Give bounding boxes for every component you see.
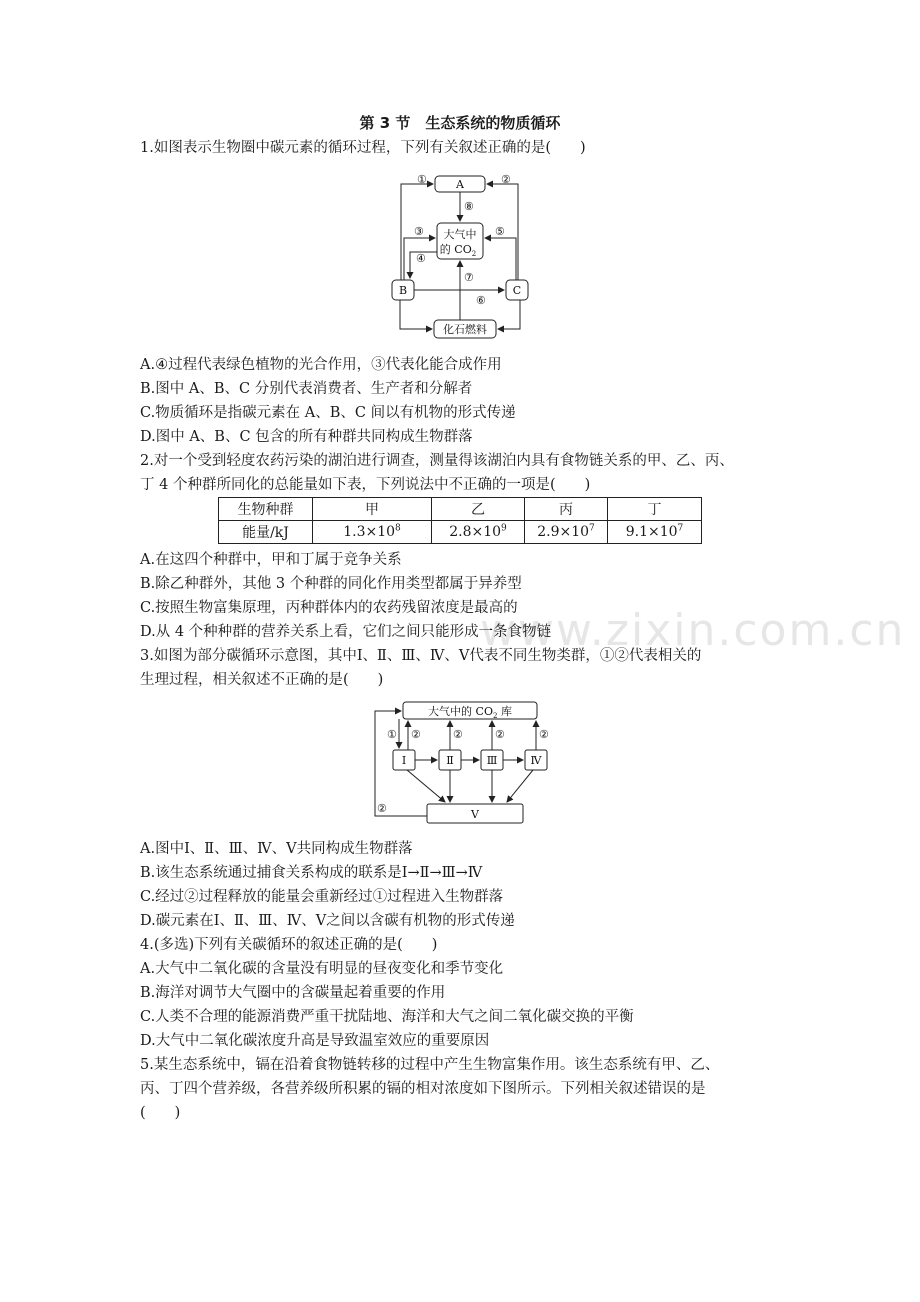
q4-stem: 4.(多选)下列有关碳循环的叙述正确的是( ) [140, 937, 438, 953]
q1-option-a: A.④过程代表绿色植物的光合作用，③代表化能合成作用 [140, 357, 502, 373]
q2-option-d: D.从 4 个种种群的营养关系上看，它们之间只能形成一条食物链 [140, 624, 552, 640]
q2-option-b: B.除乙种群外，其他 3 个种群的同化作用类型都属于异养型 [140, 576, 522, 592]
process-label-2: ② [539, 728, 549, 741]
group-4-label: Ⅳ [530, 754, 542, 767]
process-label-2: ② [501, 173, 511, 186]
q5-stem-line-3: ( ) [140, 1105, 181, 1121]
process-label-4: ④ [416, 252, 426, 265]
node-co2-label-1: 大气中 [443, 228, 477, 241]
q1-stem: 1.如图表示生物圈中碳元素的循环过程，下列有关叙述正确的是( ) [140, 140, 586, 156]
watermark: www.zixin.com.cn [480, 605, 906, 656]
q3-option-b: B.该生态系统通过捕食关系构成的联系是Ⅰ→Ⅱ→Ⅲ→Ⅳ [140, 865, 483, 881]
process-label-1: ① [387, 728, 397, 741]
process-label-2: ② [411, 728, 421, 741]
energy-cell: $2.8\times 10^9$ [432, 521, 525, 544]
q4-option-a: A.大气中二氧化碳的含量没有明显的昼夜变化和季节变化 [140, 961, 504, 977]
table-row [219, 521, 702, 544]
species-cell: 丁 [608, 498, 702, 521]
q4-option-c: C.人类不合理的能源消费严重干扰陆地、海洋和大气之间二氧化碳交换的平衡 [140, 1009, 634, 1025]
process-label-1: ① [417, 173, 427, 186]
q2-option-c: C.按照生物富集原理，丙种群体内的农药残留浓度是最高的 [140, 600, 518, 616]
section-title: 第 3 节 生态系统的物质循环 [359, 114, 561, 132]
group-5-label: Ⅴ [471, 808, 479, 821]
group-1-label: Ⅰ [401, 754, 407, 767]
node-a-label: A [456, 178, 464, 191]
node-b-label: B [398, 284, 408, 297]
q4-option-b: B.海洋对调节大气圈中的含碳量起着重要的作用 [140, 985, 446, 1001]
q3-option-a: A.图中Ⅰ、Ⅱ、Ⅲ、Ⅳ、Ⅴ共同构成生物群落 [140, 841, 413, 857]
row-header-energy: 能量/kJ [219, 521, 313, 544]
co2-pool-label: 大气中的 $CO_2$ 库 [428, 705, 512, 720]
process-label-2: ② [453, 728, 463, 741]
q3-option-d: D.碳元素在Ⅰ、Ⅱ、Ⅲ、Ⅳ、Ⅴ之间以含碳有机物的形式传递 [140, 913, 515, 929]
process-label-3: ③ [414, 225, 424, 238]
species-cell: 乙 [432, 498, 525, 521]
process-label-7: ⑦ [464, 271, 474, 284]
process-label-2: ② [495, 728, 505, 741]
node-c-label: C [512, 284, 522, 297]
q2-stem-line-2: 丁 4 个种群所同化的总能量如下表，下列说法中不正确的一项是( ) [140, 477, 591, 493]
q1-option-c: C.物质循环是指碳元素在 A、B、C 间以有机物的形式传递 [140, 405, 516, 421]
process-label-8: ⑧ [464, 200, 474, 213]
node-co2-label-2: 的 $CO_2$ [439, 243, 477, 258]
species-cell: 丙 [525, 498, 608, 521]
group-2-label: Ⅱ [446, 754, 454, 767]
species-cell: 甲 [313, 498, 432, 521]
q1-option-b: B.图中 A、B、C 分别代表消费者、生产者和分解者 [140, 381, 473, 397]
node-fuel-label: 化石燃料 [443, 323, 487, 336]
q3-carbon-cycle-diagram [365, 698, 555, 828]
q2-option-a: A.在这四个种群中，甲和丁属于竞争关系 [140, 552, 402, 568]
q4-option-d: D.大气中二氧化碳浓度升高是导致温室效应的重要原因 [140, 1033, 490, 1049]
q5-stem-line-2: 丙、丁四个营养级，各营养级所积累的镉的相对浓度如下图所示。下列相关叙述错误的是 [140, 1081, 706, 1097]
process-label-6: ⑥ [476, 294, 486, 307]
q2-stem-line-1: 2.对一个受到轻度农药污染的湖泊进行调查，测量得该湖泊内具有食物链关系的甲、乙、丙、 [140, 453, 734, 469]
q3-option-c: C.经过②过程释放的能量会重新经过①过程进入生物群落 [140, 889, 504, 905]
process-label-2: ② [377, 802, 387, 815]
q5-stem-line-1: 5.某生态系统中，镉在沿着食物链转移的过程中产生生物富集作用。该生态系统有甲、乙、 [140, 1057, 720, 1073]
q1-carbon-cycle-diagram [380, 168, 540, 344]
process-label-5: ⑤ [495, 225, 505, 238]
q3-stem-line-2: 生理过程，相关叙述不正确的是( ) [140, 672, 384, 688]
q1-option-d: D.图中 A、B、C 包含的所有种群共同构成生物群落 [140, 429, 473, 445]
q2-energy-table [218, 497, 702, 544]
energy-cell: $9.1\times 10^7$ [608, 521, 702, 544]
table-row [219, 498, 702, 521]
q3-stem-line-1: 3.如图为部分碳循环示意图，其中Ⅰ、Ⅱ、Ⅲ、Ⅳ、Ⅴ代表不同生物类群，①②代表相关的 [140, 648, 702, 664]
group-3-label: Ⅲ [486, 754, 498, 767]
energy-cell: $2.9\times 10^7$ [525, 521, 608, 544]
energy-cell: $1.3\times 10^8$ [313, 521, 432, 544]
row-header-species: 生物种群 [219, 498, 313, 521]
